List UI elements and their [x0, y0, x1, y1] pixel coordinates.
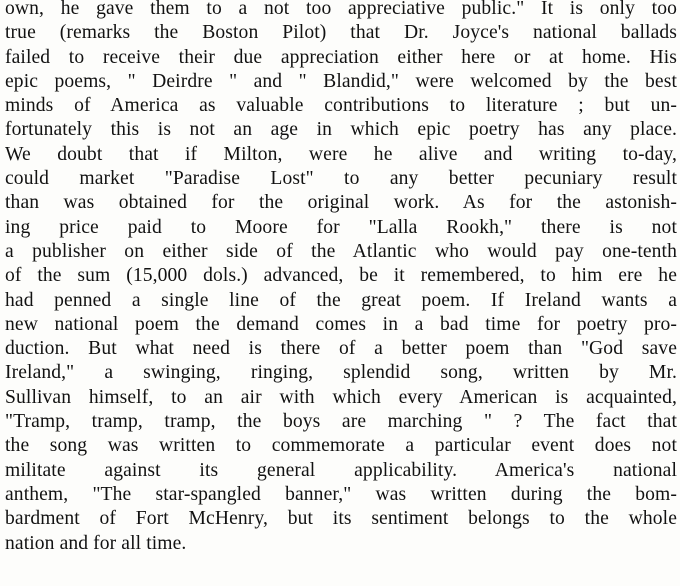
text-line: a publisher on either side of the Atlantic who would pay one-tenth — [5, 240, 677, 262]
text-line: duction. But what need is there of a better poem than "God save — [5, 338, 677, 360]
text-line: epic poems, " Deirdre " and " Blandid," were welcomed by the best — [5, 70, 677, 92]
text-line: the song was written to commemorate a particular event does not — [5, 435, 677, 457]
text-line: own, he gave them to a not too appreciative public." It is only too — [5, 0, 677, 19]
text-line: failed to receive their due appreciation either here or at home. His — [5, 46, 677, 68]
text-line: Sullivan himself, to an air with which every American is acquainted, — [5, 386, 677, 408]
text-line: nation and for all time. — [5, 532, 187, 554]
text-line: had penned a single line of the great poem. If Ireland wants a — [5, 289, 677, 311]
text-line: ing price paid to Moore for "Lalla Rookh," there is not — [5, 216, 677, 238]
text-line: anthem, "The star-spangled banner," was written during the bom- — [5, 483, 677, 505]
text-line: minds of America as valuable contributions to literature ; but un- — [5, 95, 677, 117]
text-line: Ireland," a swinging, ringing, splendid song, written by Mr. — [5, 362, 677, 384]
text-line: "Tramp, tramp, tramp, the boys are marching " ? The fact that — [5, 411, 677, 433]
article-paragraph — [5, 0, 677, 556]
text-line: new national poem the demand comes in a bad time for poetry pro- — [5, 313, 677, 335]
text-line: bardment of Fort McHenry, but its sentiment belongs to the whole — [5, 508, 677, 530]
text-line: fortunately this is not an age in which epic poetry has any place. — [5, 119, 677, 141]
text-line: militate against its general applicability. America's national — [5, 459, 677, 481]
text-line: We doubt that if Milton, were he alive and writing to-day, — [5, 143, 677, 165]
text-line: than was obtained for the original work. As for the astonish- — [5, 192, 677, 214]
text-line: could market "Paradise Lost" to any better pecuniary result — [5, 168, 677, 190]
text-line: true (remarks the Boston Pilot) that Dr. Joyce's national ballads — [5, 22, 677, 44]
text-line: of the sum (15,000 dols.) advanced, be it remembered, to him ere he — [5, 265, 677, 287]
